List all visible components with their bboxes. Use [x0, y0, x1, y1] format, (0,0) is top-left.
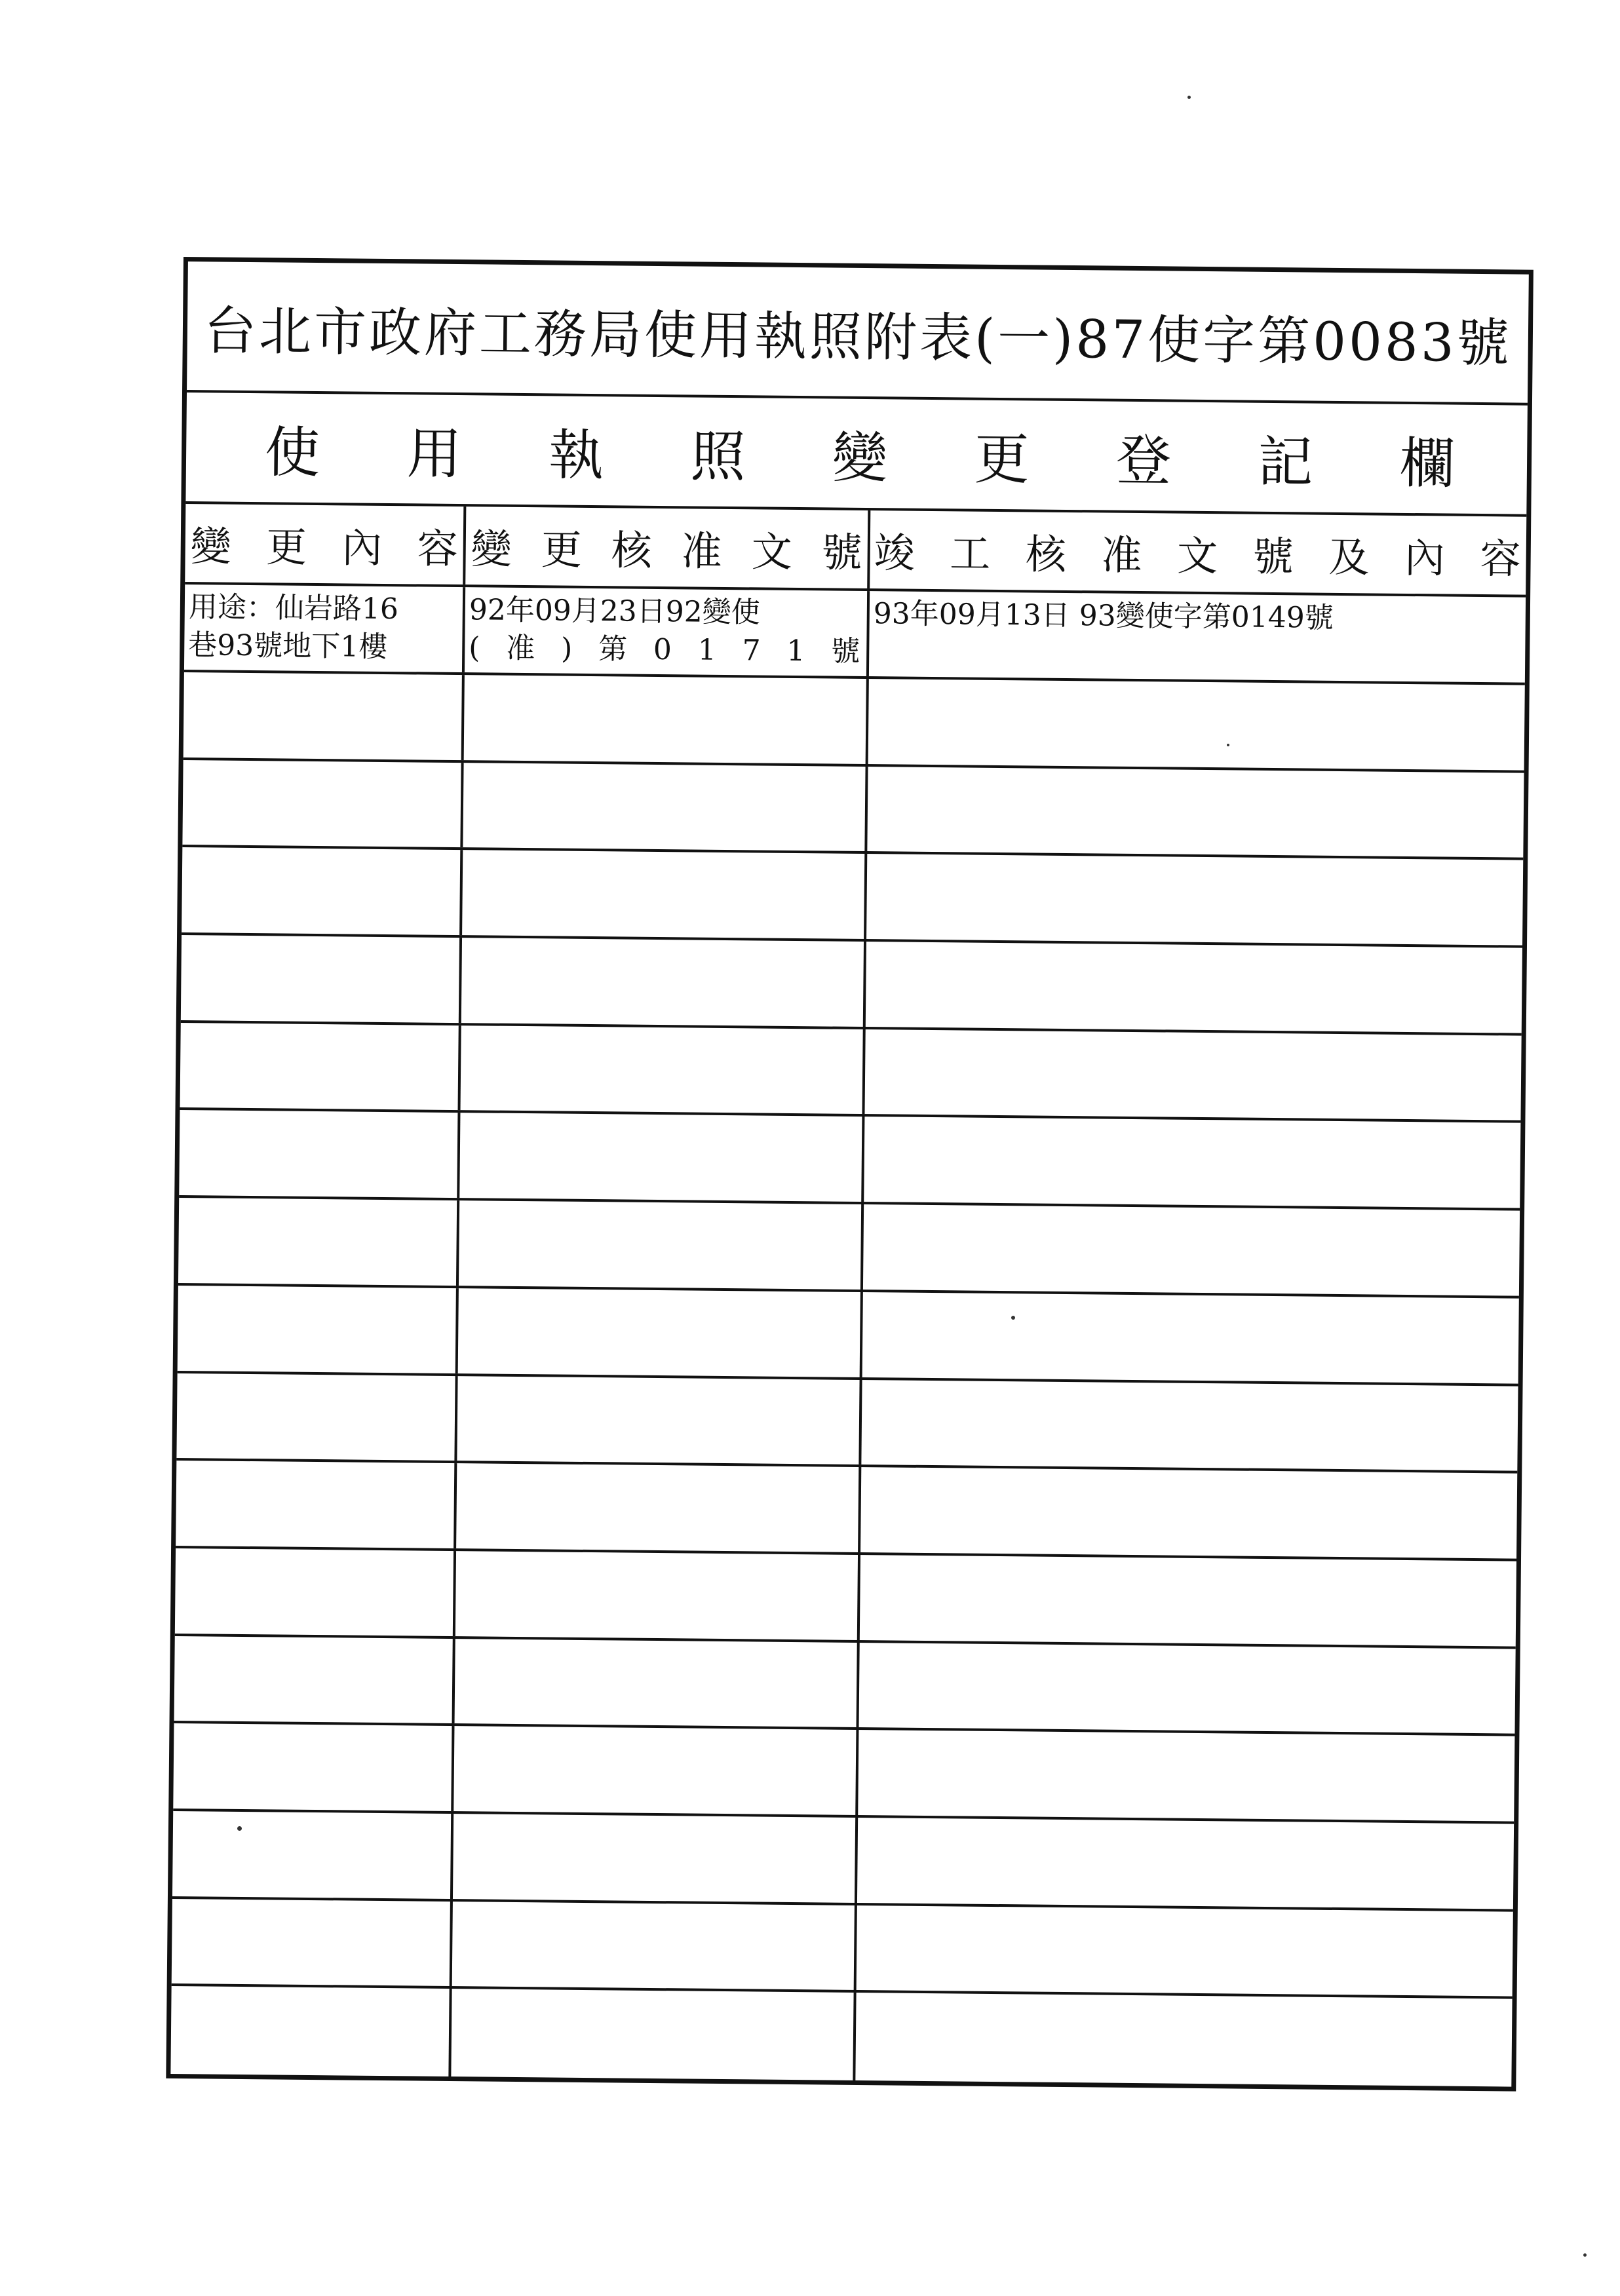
empty-cell[interactable] — [455, 1551, 860, 1640]
table-row — [184, 584, 1526, 685]
table-row — [175, 1548, 1516, 1649]
header-char: 更 — [265, 523, 307, 571]
empty-cell[interactable] — [461, 1025, 866, 1115]
header-char: 及 — [1328, 533, 1370, 582]
empty-cell[interactable] — [857, 1905, 1513, 1997]
header-char: 號 — [821, 528, 863, 577]
heading-char: 欄 — [1399, 430, 1456, 496]
table-row — [172, 1811, 1514, 1911]
empty-cell[interactable] — [463, 763, 868, 852]
empty-cell[interactable] — [180, 1023, 461, 1111]
header-completion-doc — [870, 510, 1526, 595]
empty-cell[interactable] — [176, 1373, 457, 1461]
empty-cell[interactable] — [456, 1463, 861, 1552]
table-row — [178, 1286, 1519, 1386]
empty-cell[interactable] — [861, 1380, 1518, 1471]
table-row — [173, 1723, 1514, 1824]
heading-char: 記 — [1257, 429, 1313, 495]
empty-cell[interactable] — [866, 942, 1522, 1033]
header-char: 更 — [541, 526, 583, 574]
heading-char: 更 — [974, 427, 1030, 491]
empty-cell[interactable] — [857, 1818, 1514, 1909]
header-approval-doc — [465, 507, 870, 588]
table-row — [178, 1198, 1520, 1298]
empty-cell[interactable] — [458, 1288, 863, 1377]
scan-speck — [1011, 1316, 1015, 1320]
empty-cell[interactable] — [855, 1993, 1512, 2086]
empty-cell[interactable] — [461, 938, 866, 1027]
table-row — [179, 1110, 1520, 1210]
entry-line-spaced — [469, 629, 864, 671]
empty-cell[interactable] — [182, 847, 463, 935]
empty-cell[interactable] — [459, 1113, 864, 1202]
table-row — [170, 1986, 1512, 2086]
empty-cell[interactable] — [455, 1639, 860, 1728]
empty-cell[interactable] — [176, 1461, 457, 1548]
header-char: 核 — [1025, 530, 1067, 579]
entry-char: 准 — [506, 631, 535, 666]
empty-cell[interactable] — [459, 1200, 864, 1290]
header-char: 工 — [949, 529, 991, 578]
table-row — [176, 1373, 1518, 1473]
header-char: 內 — [1404, 533, 1446, 583]
empty-cell[interactable] — [864, 1029, 1521, 1120]
entry-char: 0 — [653, 632, 672, 667]
license-appendix-form — [166, 257, 1533, 2092]
header-char: 內 — [341, 524, 383, 572]
table-row — [176, 1461, 1517, 1561]
header-char: 變 — [471, 525, 512, 573]
heading-char: 用 — [406, 421, 463, 486]
empty-cell[interactable] — [178, 1286, 459, 1373]
entry-char: 7 — [742, 634, 761, 668]
table-row — [172, 1899, 1513, 1999]
empty-cell[interactable] — [452, 1902, 857, 1991]
empty-cell[interactable] — [178, 1198, 459, 1286]
header-char: 號 — [1252, 532, 1294, 581]
entry-line: 92年09月23日92變使 — [469, 593, 761, 630]
empty-cell[interactable] — [181, 935, 462, 1023]
empty-cell[interactable] — [179, 1110, 460, 1198]
empty-cell[interactable] — [457, 1376, 862, 1465]
empty-cell[interactable] — [453, 1726, 858, 1815]
entry-char: 1 — [786, 634, 805, 668]
table-row — [183, 672, 1525, 773]
section-heading-band — [185, 392, 1528, 517]
empty-cell[interactable] — [172, 1811, 453, 1899]
scan-speck — [1187, 96, 1191, 99]
entry-char: 號 — [830, 634, 860, 668]
table-row — [182, 847, 1523, 947]
header-char: 容 — [417, 524, 459, 573]
empty-cell[interactable] — [863, 1204, 1520, 1295]
header-change-content — [185, 504, 466, 584]
empty-cell[interactable] — [174, 1636, 455, 1724]
empty-cell[interactable] — [860, 1467, 1517, 1558]
empty-cell[interactable] — [451, 1989, 856, 2080]
empty-cell[interactable] — [182, 760, 463, 848]
empty-cell[interactable] — [170, 1986, 452, 2076]
header-char: 容 — [1480, 535, 1521, 583]
header-char: 准 — [681, 527, 723, 575]
heading-char: 執 — [548, 422, 604, 488]
header-char: 准 — [1101, 531, 1142, 580]
entry-char: ) — [560, 632, 573, 666]
table-row — [182, 760, 1524, 860]
empty-cell[interactable] — [866, 854, 1523, 945]
empty-cell[interactable] — [862, 1292, 1519, 1383]
entry-completion-doc — [869, 591, 1526, 683]
empty-cell[interactable] — [860, 1555, 1516, 1646]
empty-cell[interactable] — [858, 1730, 1514, 1821]
empty-cell[interactable] — [864, 1117, 1520, 1208]
header-char: 文 — [1176, 531, 1218, 581]
scan-speck — [237, 1826, 242, 1831]
scan-speck — [1227, 744, 1229, 746]
entry-line: 巷93號地下1樓 — [188, 628, 388, 664]
header-char: 變 — [190, 522, 232, 571]
table-row — [180, 1023, 1521, 1123]
header-char: 核 — [611, 526, 653, 575]
empty-cell[interactable] — [868, 679, 1525, 770]
entry-char: ( — [469, 631, 480, 665]
table-row — [174, 1636, 1516, 1736]
header-char: 文 — [751, 527, 793, 576]
table-header-row — [185, 504, 1526, 598]
heading-char: 登 — [1115, 428, 1172, 493]
empty-cell[interactable] — [464, 675, 869, 764]
heading-char: 照 — [690, 423, 746, 489]
heading-char: 使 — [264, 419, 320, 485]
empty-cell[interactable] — [175, 1548, 456, 1636]
empty-cell[interactable] — [183, 672, 465, 760]
table-row — [181, 935, 1522, 1035]
empty-cell[interactable] — [462, 851, 867, 940]
form-title: 台北市政府工務局使用執照附表(一)87使字第0083號 — [203, 299, 1513, 373]
empty-cell[interactable] — [859, 1643, 1516, 1734]
entry-char: 1 — [697, 633, 717, 667]
entry-change-content — [184, 584, 465, 672]
empty-cell[interactable] — [172, 1899, 453, 1987]
entry-line: 用途：仙岩路16 — [188, 590, 399, 626]
entry-char: 第 — [598, 632, 628, 666]
empty-cell[interactable] — [867, 767, 1524, 858]
scan-speck — [1583, 2253, 1587, 2257]
header-char: 竣 — [874, 529, 916, 577]
empty-cell[interactable] — [453, 1814, 858, 1903]
empty-cell[interactable] — [173, 1723, 454, 1811]
heading-char: 變 — [832, 425, 888, 490]
entry-line: 93年09月13日 93變使字第0149號 — [873, 597, 1334, 635]
form-title-band — [187, 261, 1529, 406]
entry-approval-doc — [465, 587, 870, 676]
